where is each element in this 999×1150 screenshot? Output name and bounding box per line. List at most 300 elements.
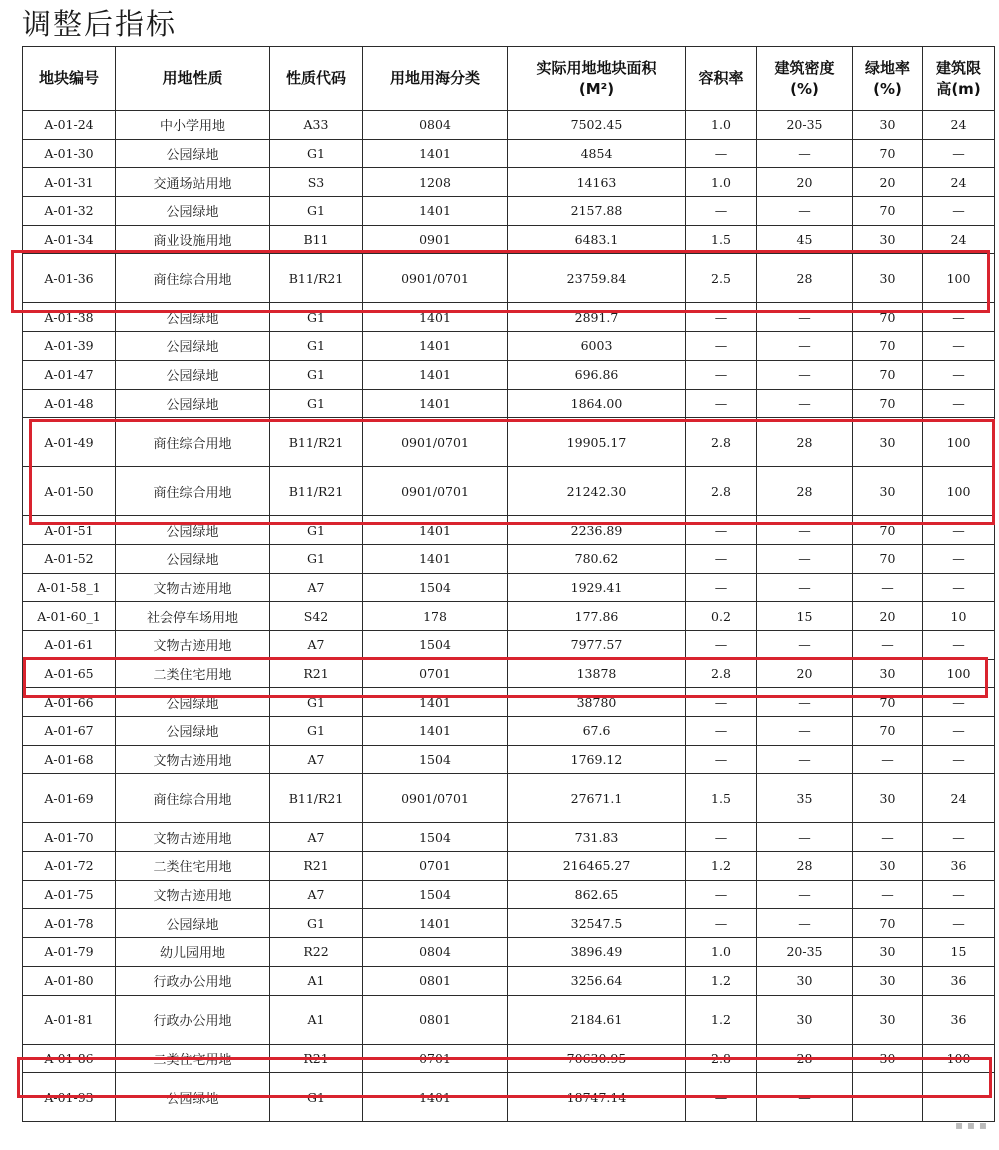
cell-land-nature: 社会停车场用地 — [116, 602, 270, 631]
table-row — [23, 254, 995, 303]
cell-actual-area: 7502.45 — [508, 111, 686, 140]
col-header-green-ratio-line1: 绿地率 — [864, 58, 910, 77]
cell-plot-id: A-01-32 — [23, 197, 116, 226]
cell-land-sea-class: 0804 — [363, 938, 508, 967]
cell-far: 2.5 — [686, 254, 757, 303]
cell-far: — — [686, 909, 757, 938]
cell-plot-id: A-01-50 — [23, 467, 116, 516]
cell-density: 20 — [757, 168, 853, 197]
cell-height-limit: — — [923, 544, 995, 573]
cell-density: — — [757, 1073, 853, 1122]
col-header-height-limit-line1: 建筑限 — [935, 58, 981, 77]
cell-land-nature: 公园绿地 — [116, 516, 270, 545]
cell-nature-code: G1 — [270, 909, 363, 938]
cell-land-sea-class: 1401 — [363, 688, 508, 717]
page-title: 调整后指标 — [22, 7, 178, 41]
cell-plot-id: A-01-72 — [23, 852, 116, 881]
cell-nature-code: A1 — [270, 995, 363, 1044]
cell-plot-id: A-01-58_1 — [23, 573, 116, 602]
cell-land-sea-class: 1208 — [363, 168, 508, 197]
cell-height-limit: 36 — [923, 852, 995, 881]
cell-nature-code: G1 — [270, 1073, 363, 1122]
cell-nature-code: G1 — [270, 717, 363, 746]
cell-far: — — [686, 688, 757, 717]
cell-green-ratio: 30 — [853, 659, 923, 688]
cell-density: — — [757, 516, 853, 545]
cell-green-ratio: 70 — [853, 516, 923, 545]
table-row — [23, 139, 995, 168]
cell-green-ratio — [853, 1073, 923, 1122]
cell-land-sea-class: 0804 — [363, 111, 508, 140]
table-row — [23, 360, 995, 389]
cell-height-limit: 100 — [923, 467, 995, 516]
cell-land-sea-class: 0901/0701 — [363, 467, 508, 516]
cell-nature-code: A33 — [270, 111, 363, 140]
table-body — [23, 111, 995, 1122]
table-row — [23, 168, 995, 197]
table-row — [23, 745, 995, 774]
cell-nature-code: A7 — [270, 630, 363, 659]
cell-height-limit: 100 — [923, 418, 995, 467]
cell-green-ratio: 30 — [853, 225, 923, 254]
table-row — [23, 1073, 995, 1122]
cell-plot-id: A-01-51 — [23, 516, 116, 545]
cell-height-limit: — — [923, 139, 995, 168]
table-row — [23, 516, 995, 545]
cell-plot-id: A-01-68 — [23, 745, 116, 774]
table-row — [23, 111, 995, 140]
cell-green-ratio: 30 — [853, 774, 923, 823]
cell-nature-code: B11/R21 — [270, 774, 363, 823]
cell-height-limit: — — [923, 332, 995, 361]
cell-density: — — [757, 688, 853, 717]
cell-land-nature: 公园绿地 — [116, 332, 270, 361]
cell-green-ratio: 70 — [853, 139, 923, 168]
table-row — [23, 602, 995, 631]
cell-far: — — [686, 332, 757, 361]
cell-actual-area: 1769.12 — [508, 745, 686, 774]
cell-plot-id: A-01-60_1 — [23, 602, 116, 631]
cell-far: 1.0 — [686, 938, 757, 967]
cell-density: — — [757, 139, 853, 168]
cell-green-ratio: 30 — [853, 995, 923, 1044]
cell-plot-id: A-01-69 — [23, 774, 116, 823]
cell-height-limit: — — [923, 880, 995, 909]
cell-land-sea-class: 1401 — [363, 389, 508, 418]
cell-density: — — [757, 332, 853, 361]
cell-far: 1.5 — [686, 225, 757, 254]
cell-land-nature: 公园绿地 — [116, 360, 270, 389]
cell-density: 28 — [757, 852, 853, 881]
cell-land-sea-class: 1401 — [363, 909, 508, 938]
cell-actual-area: 216465.27 — [508, 852, 686, 881]
cell-land-sea-class: 1504 — [363, 573, 508, 602]
cell-land-nature: 商业设施用地 — [116, 225, 270, 254]
cell-land-nature: 公园绿地 — [116, 389, 270, 418]
cell-actual-area: 177.86 — [508, 602, 686, 631]
cell-land-nature: 公园绿地 — [116, 688, 270, 717]
cell-green-ratio: 30 — [853, 1044, 923, 1073]
cell-green-ratio: 30 — [853, 938, 923, 967]
cell-actual-area: 1864.00 — [508, 389, 686, 418]
cell-plot-id: A-01-48 — [23, 389, 116, 418]
cell-actual-area: 1929.41 — [508, 573, 686, 602]
table-row — [23, 880, 995, 909]
cell-green-ratio: 20 — [853, 602, 923, 631]
cell-nature-code: A7 — [270, 880, 363, 909]
cell-actual-area: 2184.61 — [508, 995, 686, 1044]
cell-green-ratio: 70 — [853, 197, 923, 226]
cell-land-sea-class: 1401 — [363, 360, 508, 389]
cell-land-sea-class: 178 — [363, 602, 508, 631]
cell-far: — — [686, 1073, 757, 1122]
cell-actual-area: 780.62 — [508, 544, 686, 573]
cell-density: — — [757, 745, 853, 774]
cell-density: 28 — [757, 1044, 853, 1073]
cell-actual-area: 70630.95 — [508, 1044, 686, 1073]
cell-plot-id: A-01-47 — [23, 360, 116, 389]
cell-height-limit: — — [923, 516, 995, 545]
cell-plot-id: A-01-80 — [23, 966, 116, 995]
cell-plot-id: A-01-38 — [23, 303, 116, 332]
cell-plot-id: A-01-67 — [23, 717, 116, 746]
cell-land-nature: 中小学用地 — [116, 111, 270, 140]
cell-land-nature: 商住综合用地 — [116, 774, 270, 823]
cell-land-sea-class: 1504 — [363, 823, 508, 852]
table-row — [23, 303, 995, 332]
cell-height-limit: 100 — [923, 1044, 995, 1073]
col-header-land-nature: 用地性质 — [116, 47, 270, 111]
table-row — [23, 909, 995, 938]
cell-nature-code: G1 — [270, 360, 363, 389]
cell-nature-code: G1 — [270, 303, 363, 332]
cell-nature-code: B11 — [270, 225, 363, 254]
cell-land-nature: 二类住宅用地 — [116, 852, 270, 881]
cell-density: 20-35 — [757, 111, 853, 140]
cell-green-ratio: 70 — [853, 332, 923, 361]
cell-height-limit — [923, 1073, 995, 1122]
cell-plot-id: A-01-81 — [23, 995, 116, 1044]
cell-actual-area: 3256.64 — [508, 966, 686, 995]
cell-plot-id: A-01-75 — [23, 880, 116, 909]
cell-nature-code: G1 — [270, 544, 363, 573]
cell-actual-area: 19905.17 — [508, 418, 686, 467]
cell-land-sea-class: 0701 — [363, 852, 508, 881]
cell-land-sea-class: 0901/0701 — [363, 418, 508, 467]
cell-far: 2.8 — [686, 418, 757, 467]
cell-far: 1.5 — [686, 774, 757, 823]
col-header-land-sea-class: 用地用海分类 — [363, 47, 508, 111]
cell-land-sea-class: 0901 — [363, 225, 508, 254]
cell-far: 1.2 — [686, 852, 757, 881]
cell-density: — — [757, 197, 853, 226]
cell-far: 2.8 — [686, 659, 757, 688]
cell-actual-area: 7977.57 — [508, 630, 686, 659]
cell-land-sea-class: 0901/0701 — [363, 254, 508, 303]
cell-height-limit: — — [923, 688, 995, 717]
cell-nature-code: G1 — [270, 688, 363, 717]
cell-height-limit: — — [923, 909, 995, 938]
cell-land-sea-class: 0701 — [363, 1044, 508, 1073]
cell-plot-id: A-01-70 — [23, 823, 116, 852]
cell-density: — — [757, 630, 853, 659]
cell-far: — — [686, 823, 757, 852]
cell-density: 20 — [757, 659, 853, 688]
cell-land-nature: 行政办公用地 — [116, 995, 270, 1044]
cell-far: — — [686, 516, 757, 545]
cell-green-ratio: 70 — [853, 303, 923, 332]
cell-nature-code: S42 — [270, 602, 363, 631]
cell-nature-code: G1 — [270, 139, 363, 168]
cell-far: 2.8 — [686, 467, 757, 516]
cell-land-nature: 商住综合用地 — [116, 467, 270, 516]
cell-land-sea-class: 1401 — [363, 544, 508, 573]
cell-green-ratio: 30 — [853, 852, 923, 881]
cell-green-ratio: — — [853, 823, 923, 852]
table-row — [23, 573, 995, 602]
cell-nature-code: G1 — [270, 197, 363, 226]
cell-far: — — [686, 197, 757, 226]
cell-land-sea-class: 1401 — [363, 516, 508, 545]
table-row — [23, 197, 995, 226]
cell-nature-code: R21 — [270, 659, 363, 688]
cell-land-sea-class: 0801 — [363, 966, 508, 995]
cell-land-sea-class: 1401 — [363, 303, 508, 332]
cell-height-limit: — — [923, 360, 995, 389]
cell-land-nature: 文物古迹用地 — [116, 880, 270, 909]
cell-actual-area: 4854 — [508, 139, 686, 168]
cell-green-ratio: 70 — [853, 688, 923, 717]
cell-height-limit: 15 — [923, 938, 995, 967]
cell-nature-code: G1 — [270, 389, 363, 418]
table-row — [23, 544, 995, 573]
cell-height-limit: 24 — [923, 774, 995, 823]
cell-plot-id: A-01-31 — [23, 168, 116, 197]
cell-land-nature: 公园绿地 — [116, 1073, 270, 1122]
col-header-actual-area-line1: 实际用地地块面积 — [536, 58, 657, 77]
land-index-table — [22, 46, 995, 1122]
cell-far: — — [686, 630, 757, 659]
cell-far: 1.2 — [686, 995, 757, 1044]
cell-land-nature: 公园绿地 — [116, 544, 270, 573]
cell-actual-area: 21242.30 — [508, 467, 686, 516]
cell-actual-area: 13878 — [508, 659, 686, 688]
cell-plot-id: A-01-79 — [23, 938, 116, 967]
cell-nature-code: B11/R21 — [270, 254, 363, 303]
cell-green-ratio: — — [853, 880, 923, 909]
cell-nature-code: R21 — [270, 1044, 363, 1073]
col-header-green-ratio-unit: (%) — [873, 79, 902, 98]
cell-actual-area: 14163 — [508, 168, 686, 197]
cell-actual-area: 23759.84 — [508, 254, 686, 303]
cell-far: 2.8 — [686, 1044, 757, 1073]
table-row — [23, 717, 995, 746]
cell-green-ratio: 30 — [853, 467, 923, 516]
cell-far: — — [686, 389, 757, 418]
col-header-actual-area — [508, 47, 686, 111]
cell-height-limit: 24 — [923, 225, 995, 254]
table-row — [23, 688, 995, 717]
cell-density: — — [757, 573, 853, 602]
cell-actual-area: 2157.88 — [508, 197, 686, 226]
cell-plot-id: A-01-30 — [23, 139, 116, 168]
cell-land-nature: 文物古迹用地 — [116, 630, 270, 659]
cell-land-nature: 商住综合用地 — [116, 418, 270, 467]
col-header-nature-code: 性质代码 — [270, 47, 363, 111]
cell-actual-area: 67.6 — [508, 717, 686, 746]
cell-actual-area: 2236.89 — [508, 516, 686, 545]
cell-actual-area: 18747.14 — [508, 1073, 686, 1122]
col-header-green-ratio — [853, 47, 923, 111]
table-row — [23, 966, 995, 995]
table-row — [23, 938, 995, 967]
table-row — [23, 389, 995, 418]
cell-actual-area: 2891.7 — [508, 303, 686, 332]
table-row — [23, 467, 995, 516]
cell-land-sea-class: 0801 — [363, 995, 508, 1044]
cell-plot-id: A-01-65 — [23, 659, 116, 688]
cell-green-ratio: 70 — [853, 360, 923, 389]
cell-plot-id: A-01-49 — [23, 418, 116, 467]
cell-density: — — [757, 360, 853, 389]
cell-height-limit: — — [923, 573, 995, 602]
cell-density: 28 — [757, 418, 853, 467]
table-row — [23, 995, 995, 1044]
cell-land-sea-class: 1401 — [363, 1073, 508, 1122]
cell-nature-code: B11/R21 — [270, 418, 363, 467]
cell-far: 1.0 — [686, 168, 757, 197]
cell-far: 1.2 — [686, 966, 757, 995]
table-row — [23, 225, 995, 254]
cell-plot-id: A-01-78 — [23, 909, 116, 938]
cell-plot-id: A-01-24 — [23, 111, 116, 140]
cell-height-limit: 36 — [923, 995, 995, 1044]
cell-density: 15 — [757, 602, 853, 631]
cell-nature-code: R21 — [270, 852, 363, 881]
cell-land-nature: 二类住宅用地 — [116, 659, 270, 688]
table-row — [23, 823, 995, 852]
cell-height-limit: — — [923, 197, 995, 226]
cell-green-ratio: 70 — [853, 389, 923, 418]
col-header-actual-area-unit: (M²) — [578, 79, 615, 98]
cell-plot-id: A-01-52 — [23, 544, 116, 573]
cell-actual-area: 731.83 — [508, 823, 686, 852]
cell-green-ratio: 70 — [853, 717, 923, 746]
cell-land-nature: 公园绿地 — [116, 303, 270, 332]
col-header-plot-id: 地块编号 — [23, 47, 116, 111]
table-row — [23, 774, 995, 823]
cell-far: — — [686, 745, 757, 774]
cell-density: 30 — [757, 966, 853, 995]
cell-far: — — [686, 717, 757, 746]
cell-land-sea-class: 1504 — [363, 880, 508, 909]
cell-height-limit: — — [923, 303, 995, 332]
cell-actual-area: 6483.1 — [508, 225, 686, 254]
cell-land-nature: 公园绿地 — [116, 139, 270, 168]
cell-far: — — [686, 303, 757, 332]
table-row — [23, 418, 995, 467]
table-header-row — [23, 47, 995, 111]
cell-actual-area: 862.65 — [508, 880, 686, 909]
col-header-height-limit — [923, 47, 995, 111]
watermark-mark: ▪ ▪ ▪ — [954, 1118, 987, 1132]
cell-height-limit: — — [923, 717, 995, 746]
cell-plot-id: A-01-66 — [23, 688, 116, 717]
cell-green-ratio: 70 — [853, 544, 923, 573]
col-header-far: 容积率 — [686, 47, 757, 111]
table-row — [23, 332, 995, 361]
cell-nature-code: G1 — [270, 516, 363, 545]
cell-nature-code: B11/R21 — [270, 467, 363, 516]
cell-nature-code: A1 — [270, 966, 363, 995]
col-header-density-line1: 建筑密度 — [774, 58, 835, 77]
cell-density: 35 — [757, 774, 853, 823]
cell-far: — — [686, 880, 757, 909]
cell-nature-code: A7 — [270, 745, 363, 774]
cell-height-limit: 24 — [923, 111, 995, 140]
cell-green-ratio: 30 — [853, 111, 923, 140]
table-row — [23, 630, 995, 659]
cell-actual-area: 38780 — [508, 688, 686, 717]
table-row — [23, 1044, 995, 1073]
table-row — [23, 852, 995, 881]
cell-density: — — [757, 717, 853, 746]
cell-land-nature: 文物古迹用地 — [116, 745, 270, 774]
cell-land-nature: 公园绿地 — [116, 717, 270, 746]
cell-land-sea-class: 1504 — [363, 630, 508, 659]
cell-plot-id: A-01-61 — [23, 630, 116, 659]
col-header-height-limit-line2: 高(m) — [936, 79, 981, 98]
cell-land-sea-class: 0701 — [363, 659, 508, 688]
cell-land-nature: 二类住宅用地 — [116, 1044, 270, 1073]
cell-land-sea-class: 1401 — [363, 717, 508, 746]
cell-land-nature: 公园绿地 — [116, 909, 270, 938]
table-row — [23, 659, 995, 688]
cell-land-nature: 文物古迹用地 — [116, 823, 270, 852]
cell-height-limit: 10 — [923, 602, 995, 631]
cell-green-ratio: — — [853, 573, 923, 602]
cell-land-nature: 行政办公用地 — [116, 966, 270, 995]
cell-green-ratio: 30 — [853, 966, 923, 995]
cell-density: 28 — [757, 254, 853, 303]
cell-density: 30 — [757, 995, 853, 1044]
cell-nature-code: A7 — [270, 823, 363, 852]
cell-far: 0.2 — [686, 602, 757, 631]
cell-actual-area: 27671.1 — [508, 774, 686, 823]
cell-plot-id: A-01-93 — [23, 1073, 116, 1122]
cell-far: — — [686, 139, 757, 168]
cell-nature-code: A7 — [270, 573, 363, 602]
cell-plot-id: A-01-36 — [23, 254, 116, 303]
cell-plot-id: A-01-34 — [23, 225, 116, 254]
cell-far: 1.0 — [686, 111, 757, 140]
cell-height-limit: — — [923, 630, 995, 659]
cell-far: — — [686, 573, 757, 602]
cell-land-sea-class: 1401 — [363, 197, 508, 226]
cell-land-sea-class: 1401 — [363, 332, 508, 361]
cell-height-limit: — — [923, 745, 995, 774]
cell-density: 45 — [757, 225, 853, 254]
cell-nature-code: G1 — [270, 332, 363, 361]
cell-density: — — [757, 303, 853, 332]
cell-land-sea-class: 1504 — [363, 745, 508, 774]
col-header-density-unit: (%) — [790, 79, 819, 98]
cell-green-ratio: — — [853, 745, 923, 774]
cell-density: — — [757, 880, 853, 909]
cell-actual-area: 696.86 — [508, 360, 686, 389]
cell-density: 28 — [757, 467, 853, 516]
cell-green-ratio: 30 — [853, 254, 923, 303]
